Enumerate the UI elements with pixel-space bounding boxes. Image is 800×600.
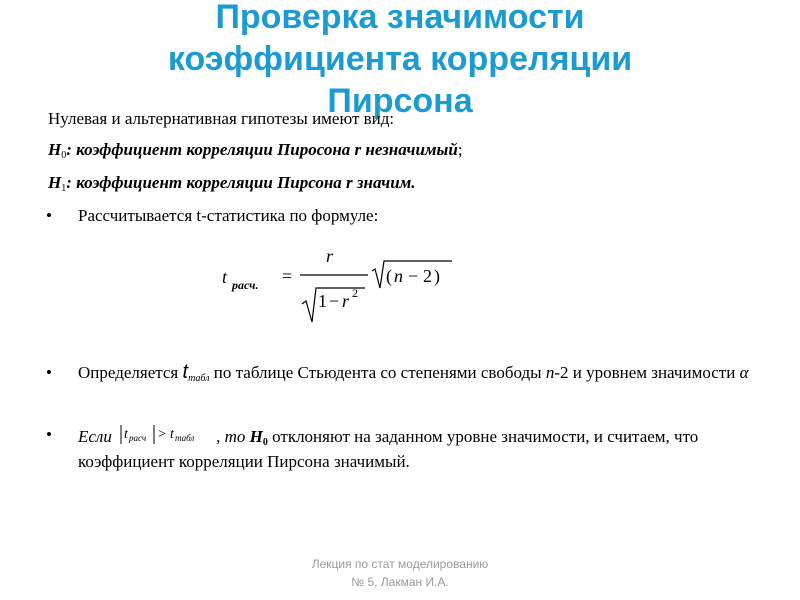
formula-rad-open: ( [386,266,392,286]
bullet-dot: • [46,363,52,382]
alternative-hypothesis [48,172,760,194]
t-statistic-formula [220,240,460,330]
b2-pre: Определяется [78,363,183,382]
footer-line-2: № 5, Лакман И.А. [351,575,449,589]
formula-equals: = [282,266,293,286]
formula-den-exponent: 2 [352,286,358,300]
t-table-subscript: табл [188,373,210,384]
formula-rad-n: n [394,266,403,286]
formula-den-one: 1 [318,291,327,311]
formula-rad-close: ) [434,266,440,286]
b3-then: , то [216,427,250,446]
h1-subscript: 1 [61,183,67,194]
b3-post: отклоняют на заданном уровне значимости, и считаем, что коэффициент корреляции Пирсона значимый. [78,427,699,471]
null-hypothesis [48,139,760,161]
b3-if: Если [78,427,112,446]
cond-t-tab-sub: табл [175,433,195,443]
cond-t-tab: t [170,427,174,442]
bullet-text [78,360,760,385]
condition-inequality [116,422,216,446]
footer-line-1: Лекция по стат моделированию [311,557,489,571]
h0-text: : коэффициент корреляции Пиросона r незначимый [66,140,458,159]
bullet-dot: • [46,206,52,225]
formula-rad-two: 2 [423,266,432,286]
formula-rad-minus: − [408,266,419,286]
b3-h-symbol: H [249,427,263,446]
formula-den-minus: − [329,291,340,311]
h0-tail: ; [457,140,463,159]
t-table-symbol: t [182,361,189,383]
bullet-dot: • [46,425,52,444]
cond-t-calc: t [124,427,128,442]
h1-symbol: H [48,173,62,192]
b3-h-subscript: 0 [262,437,268,448]
formula-t: t [222,267,228,287]
bullet-text [78,422,760,474]
h1-text: : коэффициент корреляции Пирсона r значим. [66,173,416,192]
intro-text: Нулевая и альтернативная гипотезы имеют вид: [48,109,395,128]
bullet-text: Рассчитывается t-статистика по формуле: [78,206,379,225]
b2-n: n [545,363,555,382]
formula-svg [220,240,460,330]
h0-subscript: 0 [61,150,67,161]
formula-den-r: r [342,291,350,311]
title-line-2: коэффициента корреляции [167,40,633,78]
cond-gt: > [158,427,166,442]
cond-t-calc-sub: расч [129,433,147,443]
formula-t-subscript: расч. [232,278,259,292]
b2-post: -2 и уровнем значимости [554,363,740,382]
title-line-1: Проверка значимости [215,0,585,36]
footer [200,555,600,591]
title-line-3: Пирсона [327,82,473,120]
formula-numerator: r [326,246,334,266]
b2-mid: по таблице Стьюдента со степенями свободы [209,363,546,382]
alpha-symbol: α [739,363,749,382]
h0-symbol: H [48,140,62,159]
